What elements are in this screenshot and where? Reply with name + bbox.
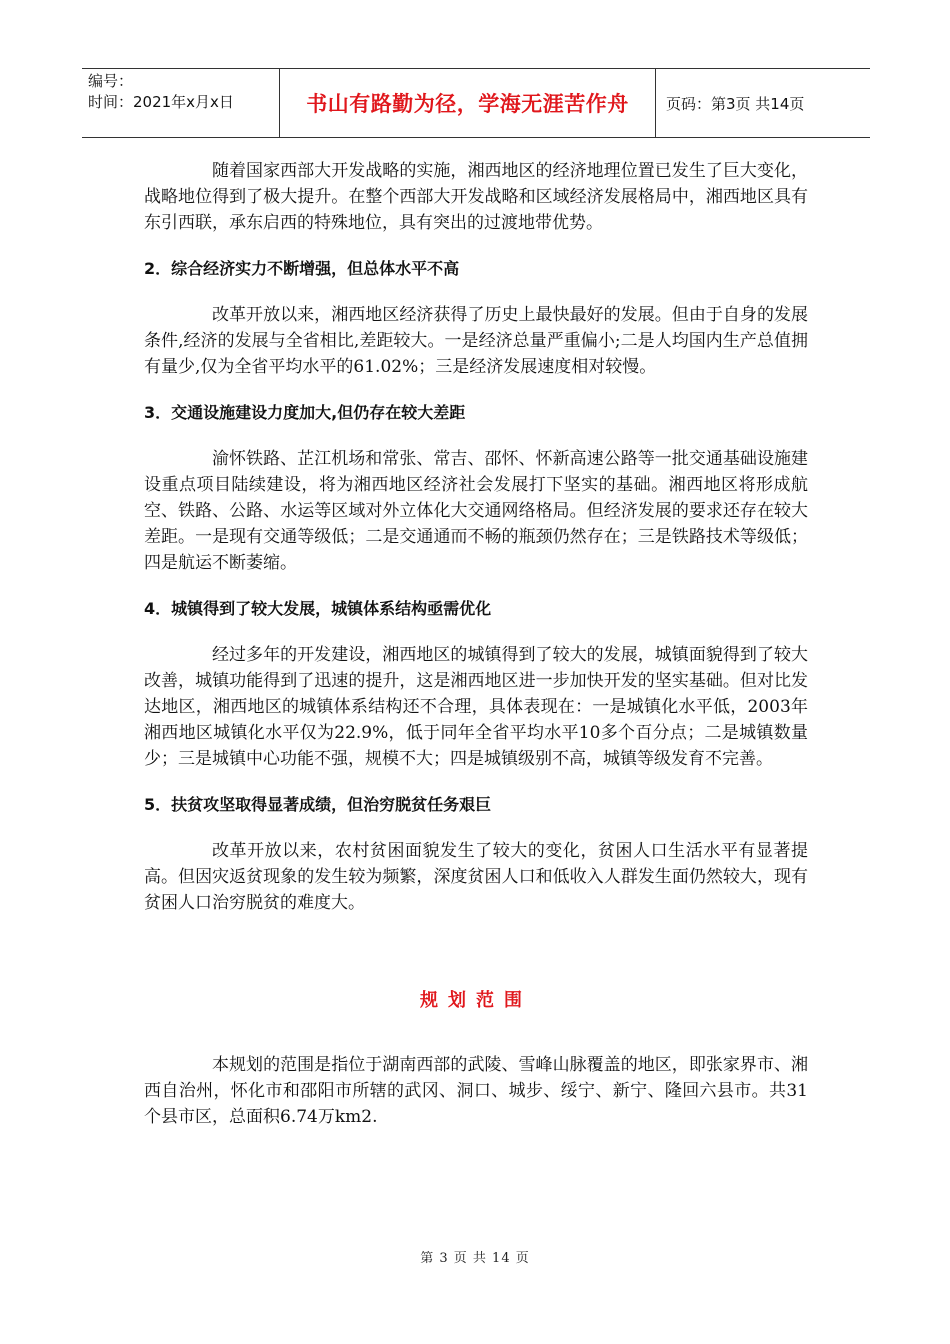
document-body [144,158,808,1130]
heading-4: 4．城镇得到了较大发展，城镇体系结构亟需优化 [144,599,492,618]
paragraph-3: 渝怀铁路、芷江机场和常张、常吉、邵怀、怀新高速公路等一批交通基础设施建设重点项目陆续建设，将为湘西地区经济社会发展打下坚实的基础。湘西地区将形成航空、铁路、公路、水运等区域对外立体化大交通网络格局。但经济发展的要求还存在较大差距。一是现有交通等级低；二是交通通而不畅的瓶颈仍然存在；三是铁路技术等级低；四是航运不断萎缩。 [144,449,808,573]
paragraph-6: 本规划的范围是指位于湖南西部的武陵、雪峰山脉覆盖的地区，即张家界市、湘西自治州，怀化市和邵阳市所辖的武冈、洞口、城步、绥宁、新宁、隆回六县市。共31个县市区，总面积6.74万km2. [144,1055,808,1127]
page-footer: 第 3 页 共 14 页 [420,1251,530,1266]
heading-3: 3．交通设施建设力度加大,但仍存在较大差距 [144,403,466,422]
header-page-info: 页码：第3页 共14页 [666,94,805,113]
paragraph-4: 经过多年的开发建设，湘西地区的城镇得到了较大的发展，城镇面貌得到了较大改善，城镇功能得到了迅速的提升，这是湘西地区进一步加快开发的坚实基础。但对比发达地区，湘西地区的城镇体系结构还不合理，具体表现在：一是城镇化水平低，2003年湘西地区城镇化水平仅为22.9%，低于同年全省平均水平10多个百分点；二是城镇数量少；三是城镇中心功能不强，规模不大；四是城镇级别不高，城镇等级发育不完善。 [144,645,808,769]
section-title: 规划范围 [420,990,532,1011]
heading-5: 5．扶贫攻坚取得显著成绩，但治穷脱贫任务艰巨 [144,795,492,814]
paragraph-1: 随着国家西部大开发战略的实施，湘西地区的经济地理位置已发生了巨大变化，战略地位得到了极大提升。在整个西部大开发战略和区域经济发展格局中，湘西地区具有东引西联，承东启西的特殊地位，具有突出的过渡地带优势。 [144,161,808,233]
paragraph-5: 改革开放以来，农村贫困面貌发生了较大的变化，贫困人口生活水平有显著提高。但因灾返贫现象的发生较为频繁，深度贫困人口和低收入人群发生面仍然较大，现有贫困人口治穷脱贫的难度大。 [144,841,808,913]
number-label: 编号： [88,72,134,90]
header-motto: 书山有路勤为径，学海无涯苦作舟 [280,69,656,137]
page-header [82,68,870,138]
time-label: 时间：2021年x月x日 [88,93,234,111]
header-meta [82,69,280,137]
heading-2: 2．综合经济实力不断增强，但总体水平不高 [144,259,460,278]
paragraph-2: 改革开放以来，湘西地区经济获得了历史上最快最好的发展。但由于自身的发展条件,经济的发展与全省相比,差距较大。一是经济总量严重偏小;二是人均国内生产总值拥有量少,仅为全省平均水平的61.02%；三是经济发展速度相对较慢。 [144,305,808,377]
